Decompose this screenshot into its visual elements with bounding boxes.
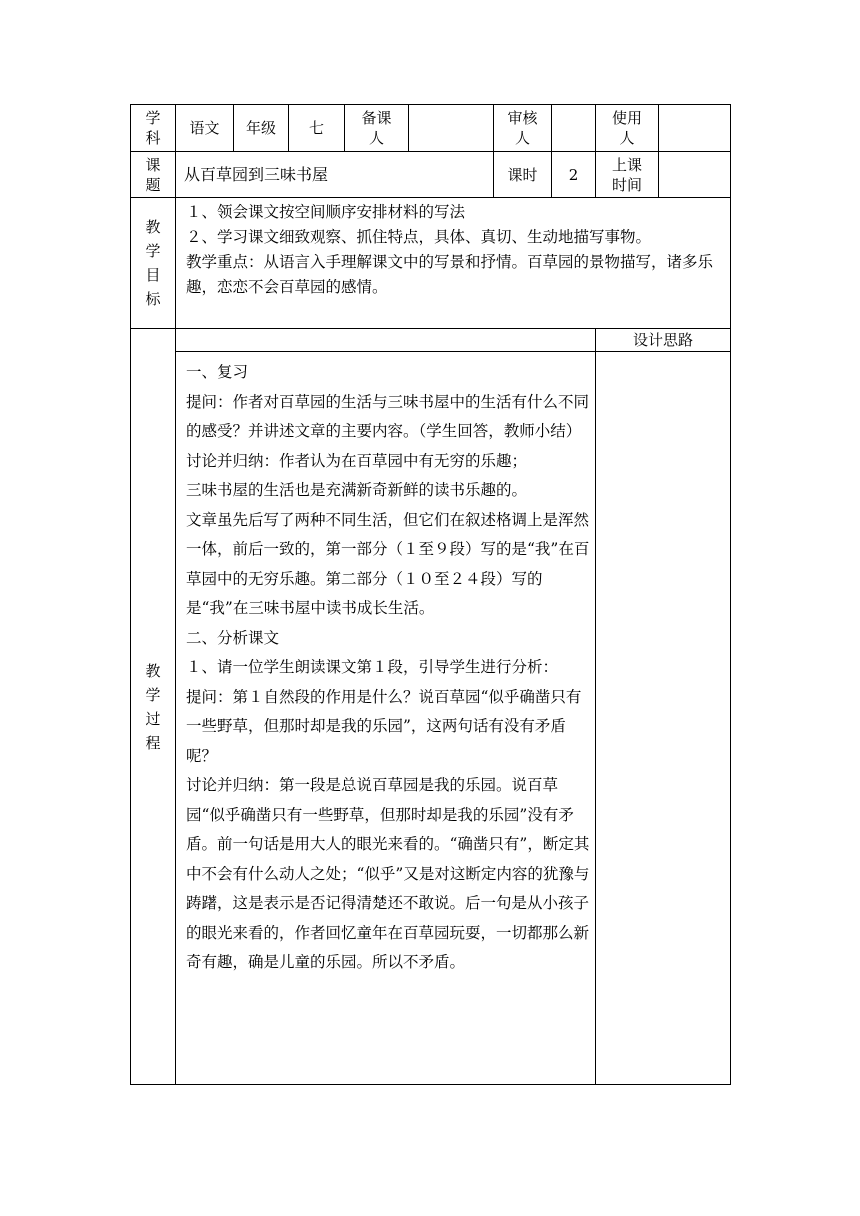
hours-value: 2	[552, 152, 596, 198]
process-line-question: 提问：作者对百草园的生活与三味书屋中的生活有什么不同的感受？并讲述文章的主要内容。（学生回答，教师小结）	[186, 392, 590, 440]
reviewer-value	[552, 105, 596, 152]
grade-value: 七	[289, 105, 345, 152]
process-body-row	[131, 352, 731, 1085]
goal-line-1: １、领会课文按空间顺序安排材料的写法	[186, 203, 466, 221]
design-notes	[596, 352, 731, 1085]
process-header-row	[131, 329, 731, 352]
process-line-sanwei: 三味书屋的生活也是充满新奇新鲜的读书乐趣的。	[186, 481, 528, 499]
design-header: 设计思路	[596, 329, 731, 352]
topic-label: 课题	[131, 152, 176, 198]
header-row	[131, 105, 731, 152]
process-label: 教学过程	[131, 329, 176, 1085]
topic-title: 从百草园到三味书屋	[176, 152, 494, 198]
process-line-question-2: 提问：第１自然段的作用是什么？说百草园“似乎确凿只有一些野草，但那时却是我的乐园”，这两句话有没有矛盾呢？	[186, 687, 582, 765]
user-label: 使用人	[596, 105, 659, 152]
goal-line-2: ２、学习课文细致观察、抓住特点，具体、真切、生动地描写事物。	[186, 228, 652, 246]
reviewer-label: 审核人	[494, 105, 552, 152]
process-content	[176, 352, 596, 1085]
class-time-value	[659, 152, 731, 198]
goals-label: 教学目标	[131, 198, 176, 329]
user-value	[659, 105, 731, 152]
goal-focus: 教学重点：从语言入手理解课文中的写景和抒情。百草园的景物描写，诸多乐趣，恋恋不会百草园的感情。	[186, 253, 714, 296]
lesson-plan-table	[130, 104, 731, 1085]
subject-value: 语文	[176, 105, 234, 152]
process-line-review-heading: 一、复习	[186, 363, 249, 381]
grade-label: 年级	[234, 105, 289, 152]
hours-label: 课时	[494, 152, 552, 198]
process-line-discussion: 讨论并归纳：作者认为在百草园中有无穷的乐趣；	[186, 451, 528, 470]
preparer-value	[409, 105, 494, 152]
subject-label: 学科	[131, 105, 176, 152]
process-header-blank	[176, 329, 596, 352]
process-line-discussion-2: 讨论并归纳：第一段是总说百草园是我的乐园。说百草园“似乎确凿只有一些野草，但那时却是我的乐园”没有矛盾。前一句话是用大人的眼光来看的。“确凿只有”，断定其中不会有什么动人之处；“似乎”又是对这断定内容的犹豫与踌躇，这是表示是否记得清楚还不敢说。后一句是从小孩子的眼光来看的，作者回忆童年在百草园玩耍，一切都那么新奇有趣，确是儿童的乐园。所以不矛盾。	[186, 776, 590, 971]
topic-row	[131, 152, 731, 198]
process-line-step-1: １、请一位学生朗读课文第１段，引导学生进行分析：	[186, 658, 559, 676]
goals-row	[131, 198, 731, 329]
class-time-label: 上课时间	[596, 152, 659, 198]
preparer-label: 备课人	[345, 105, 409, 152]
process-line-structure: 文章虽先后写了两种不同生活，但它们在叙述格调上是浑然一体，前后一致的，第一部分（１至９段）写的是“我”在百草园中的无穷乐趣。第二部分（１０至２４段）写的是“我”在三味书屋中读书成长生活。	[186, 510, 590, 617]
goals-content	[176, 198, 731, 329]
process-line-analysis-heading: 二、分析课文	[186, 628, 280, 647]
